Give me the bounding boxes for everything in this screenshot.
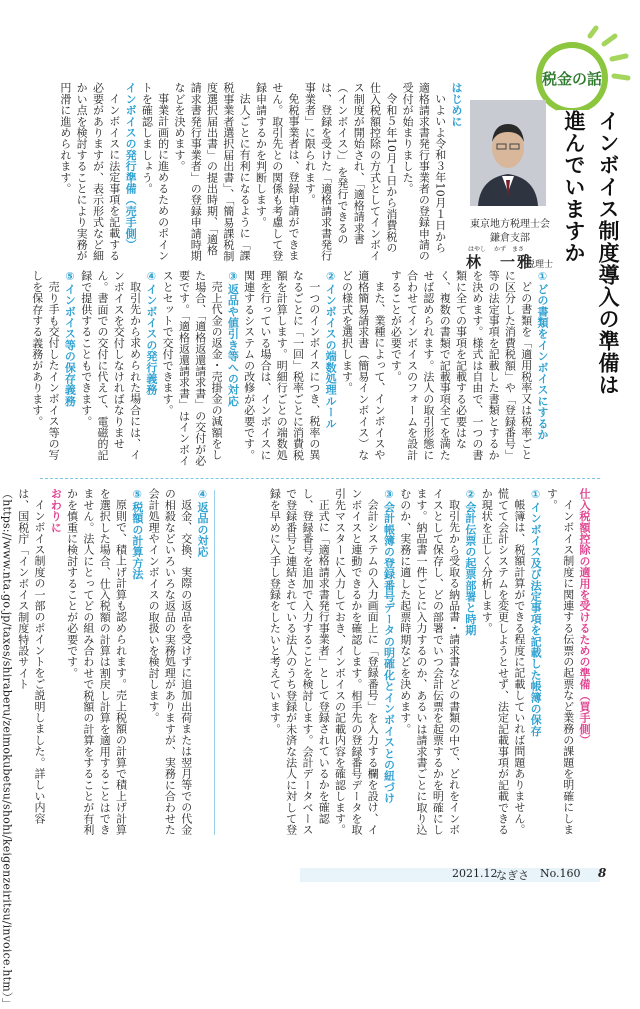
paragraph: 事業計画的に進めるためのポイントを確認しましょう。	[140, 82, 170, 261]
horizontal-divider	[40, 478, 600, 479]
paragraph: 帳簿は、税額計算ができる程度に記載していれば問題ありません。慌てて会計システムを変更しようとせず、法定記載事項が記載できるか現状を正しく分析します。	[480, 488, 526, 836]
paragraph: インボイス制度に関連する伝票の起票など業務の課題を明確にします。	[545, 488, 575, 835]
top-left-text	[44, 82, 464, 262]
section-heading: ⑤インボイス等の保存義務	[63, 270, 77, 407]
paragraph: いよいよ令和３年10月１日から適格請求書発行事業者の登録申請の受付が始まりました。	[401, 82, 447, 262]
section-label: インボイスの保存（買手側）	[40, 843, 131, 851]
section-heading: ③返品や値引き等への対応	[226, 270, 240, 407]
portrait-icon	[470, 100, 546, 206]
paragraph: どの書類を「適用税率又は税率ごとに区分した消費税額」や「登録番号」等の法定事項を記載した書類とするかを決めます。様式は自由で、一つの書類に全ての事項を記載する必要はなく、複数の書類で記載事項全てを満たせば認められます。法人の取引形態に合わせてインボイスのフォームを設計することが必要です。	[389, 270, 533, 461]
section-heading: ④インボイスの発行義務	[144, 270, 158, 396]
footer-issue: No.160	[540, 867, 581, 880]
section-heading: ②インボイスの端数処理ルール	[324, 270, 338, 429]
top-right-text	[30, 270, 550, 470]
mid-left-text	[44, 270, 244, 470]
title-column	[557, 110, 620, 405]
author-photo	[470, 100, 546, 206]
paragraph: 取引先から受取る納品書・請求書などの書類の中で、どれをインボイスとして保存し、どの部署でいつ会計伝票を起票するかを明確にします。納品書一件ごとに入力するのか、あるいは請求書ごとに取り込むのか、実務に適した起票時期などを決めます。	[398, 488, 461, 836]
section-heading: インボイスの発行準備（売手側）	[124, 82, 138, 250]
paragraph: 免税事業者は、登録申請ができません。取引先との関係も考慮して登録申請するかを判断します。	[254, 82, 301, 262]
section-heading: ③会計帳簿の登録番号データの明確化とインボイスとの紐づけ	[382, 488, 396, 804]
section-heading-intro: はじめに	[450, 82, 463, 127]
footer-magazine: なぎさ	[496, 869, 529, 882]
section-heading: ⑤税額の計算方法	[130, 488, 144, 580]
badge-label: 税金の話	[541, 70, 602, 88]
paragraph: 一つのインボイスにつき、税率の異なるごとに「一回」税率ごとに消費税額を計算します。明細行ごとの端数処理を行っている場合は、インボイスに関連するシステムの改修が必要です。	[242, 270, 321, 461]
paragraph: 法人ごとに有利になるように「課税事業者選択届出書」、「簡易課税制度選択届出書」の提出時期、「適格請求書発行事業者」の登録申請時期などを決めます。	[172, 82, 252, 262]
paragraph: また、業種によって、インボイスや適格簡易請求書（簡易インボイス）などの様式を選択します。	[340, 270, 387, 461]
paragraph: 原則で、積上げ計算も認められます。売上税額の計算で積上げ計算を選択した場合、仕入税額の計算は割戻し計算を適用することはできません。法人にとってどの組み合わせで税額の計算をすることが有利かを慎重に検討することが必要です。	[65, 488, 128, 836]
author-name: 林 一雅	[466, 253, 535, 271]
paragraph: 返金、交換、実際の返品を受けずに追加出荷または翌月等での代金の相殺などいろいろな返品の実務処理がありますが、実務に合わせた会計処理やインボイスの取扱いを検討します。	[147, 488, 193, 836]
section-heading: 仕入税額控除の適用を受けるための準備（買手側）	[578, 488, 591, 746]
paragraph: インボイスに法定事項を記載する必要がありますが、表示形式など細かい点を検討することにより実務が円滑に進められます。	[58, 82, 121, 262]
author-branch: 鎌倉支部	[490, 233, 530, 244]
footer	[0, 862, 640, 886]
paragraph: インボイス制度の一部のポイントをご説明しました。詳しい内容は、国税庁「インボイス制度特設サイト（https://www.nta.go.jp/taxes/shiraberu/zeimokubetsu/shohi/keigenzeiritsu/invoice.htm）」	[0, 488, 47, 1009]
paragraph: 正式に「適格請求書発行事業者」として登録されているかを確認し、登録番号を追加で入力することを検討します。会計データベースで登録番号と連結されている法人のうち登録が未済な法人に対して登録を早めに入手し登録をしたいと考えています。	[268, 488, 331, 836]
page-title: インボイス制度導入の準備は進んでいますか	[562, 110, 620, 396]
vertical-divider	[214, 490, 215, 835]
page-number: 8	[598, 866, 607, 880]
section-heading: ①インボイス及び法定事項を記載した帳簿の保存	[529, 488, 543, 737]
section-heading: おわりに	[49, 488, 63, 533]
bottom-right-text	[222, 488, 592, 840]
section-heading: ②会計伝票の起票部署と時期	[463, 488, 477, 636]
paragraph: 令和５年10月１日から消費税の仕入税額控除の方式としてインボイス制度が開始され、「適格請求書（インボイス）」を発行できるのは、登録を受けた「適格請求書発行事業者」に限られます。	[303, 82, 398, 262]
paragraph: 会計システムの入力画面上に「登録番号」を入力する欄を設け、インボイスと連動できるかを確認します。相手先の登録番号データを取引先マスターに入力しておき、インボイスの記載内容を確認します。	[333, 488, 380, 836]
paragraph: 取引先から求められた場合には、インボイスを交付しなければなりません。書面での交付に代えて、電磁的記録で提供することもできます。	[79, 270, 142, 461]
paragraph: 売上代金の返金・売掛金の減額をした場合、「適格返還請求書」の交付が必要です。「適格返還請求書」はインボイスとセットで交付できます。	[161, 270, 224, 467]
footer-date: 2021.12	[452, 867, 498, 880]
author-suffix: 税理士	[526, 260, 554, 270]
section-heading: ④返品の対応	[196, 488, 209, 558]
author-org: 東京地方税理士会	[470, 219, 550, 230]
section-heading: ①どの書類をインボイスにするか	[536, 270, 549, 440]
paragraph: 売り手も交付したインボイス等の写しを保存する義務があります。	[30, 270, 61, 461]
author-ruby-family: はやし	[468, 246, 487, 253]
author-ruby-given: かず まさ	[494, 246, 525, 253]
